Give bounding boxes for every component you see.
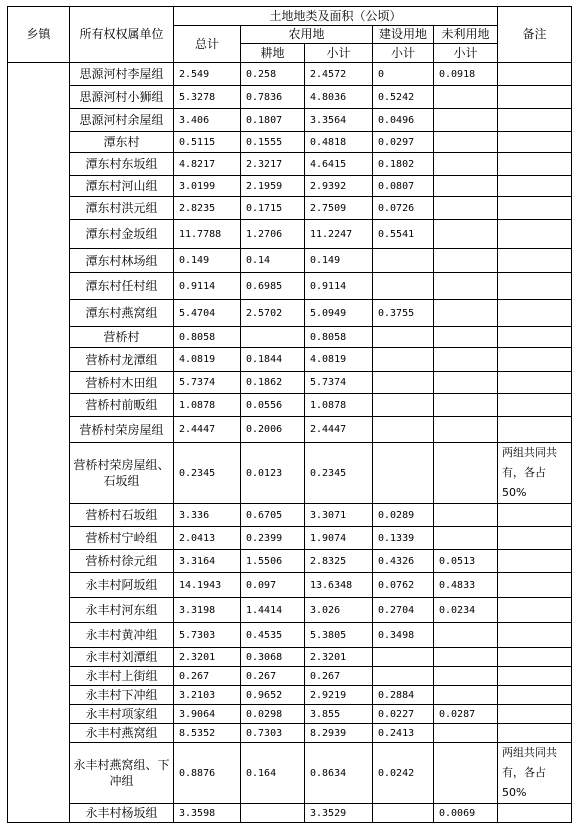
construction-cell: 0.1802	[373, 153, 434, 176]
unused-cell	[434, 153, 498, 176]
total-cell: 0.5115	[174, 132, 241, 153]
construction-cell: 0	[373, 63, 434, 86]
construction-cell: 0.5541	[373, 220, 434, 249]
total-cell: 0.8058	[174, 327, 241, 348]
owner-unit-cell: 营桥村徐元组	[70, 550, 174, 573]
construction-cell	[373, 667, 434, 686]
cultivated-cell: 0.0123	[241, 443, 305, 504]
unused-cell: 0.0287	[434, 705, 498, 724]
table-row	[8, 443, 572, 504]
table-row	[8, 724, 572, 743]
agri-subtotal-cell: 2.3201	[305, 648, 373, 667]
construction-cell: 0.3755	[373, 300, 434, 327]
table-row	[8, 372, 572, 394]
township-cell	[8, 63, 70, 823]
header-construction: 建设用地	[373, 26, 434, 44]
construction-cell: 0.0762	[373, 573, 434, 598]
agri-subtotal-cell: 4.0819	[305, 348, 373, 372]
cultivated-cell: 0.7303	[241, 724, 305, 743]
header-township: 乡镇	[8, 7, 70, 63]
table-row	[8, 176, 572, 197]
owner-unit-cell: 潭东村任村组	[70, 273, 174, 300]
total-cell: 1.0878	[174, 394, 241, 417]
table-row	[8, 550, 572, 573]
agri-subtotal-cell: 2.4572	[305, 63, 373, 86]
unused-cell	[434, 348, 498, 372]
unused-cell	[434, 504, 498, 527]
table-row	[8, 197, 572, 220]
owner-unit-cell: 营桥村	[70, 327, 174, 348]
construction-cell: 0.5242	[373, 86, 434, 109]
agri-subtotal-cell: 4.8036	[305, 86, 373, 109]
construction-cell: 0.0227	[373, 705, 434, 724]
unused-cell	[434, 220, 498, 249]
construction-cell: 0.0726	[373, 197, 434, 220]
total-cell: 0.8876	[174, 743, 241, 804]
total-cell: 4.8217	[174, 153, 241, 176]
cultivated-cell: 0.164	[241, 743, 305, 804]
total-cell: 3.0199	[174, 176, 241, 197]
total-cell: 2.8235	[174, 197, 241, 220]
remarks-cell	[498, 648, 572, 667]
owner-unit-cell: 永丰村杨坂组	[70, 804, 174, 823]
unused-cell	[434, 623, 498, 648]
cultivated-cell: 0.7836	[241, 86, 305, 109]
agri-subtotal-cell: 5.0949	[305, 300, 373, 327]
cultivated-cell: 0.1862	[241, 372, 305, 394]
total-cell: 4.0819	[174, 348, 241, 372]
remarks-cell	[498, 109, 572, 132]
remarks-cell	[498, 705, 572, 724]
remarks-cell	[498, 220, 572, 249]
owner-unit-cell: 永丰村燕窝组、下冲组	[70, 743, 174, 804]
cultivated-cell: 0.267	[241, 667, 305, 686]
unused-cell	[434, 249, 498, 273]
total-cell: 3.3598	[174, 804, 241, 823]
construction-cell: 0.2704	[373, 598, 434, 623]
remarks-cell	[498, 372, 572, 394]
table-row	[8, 394, 572, 417]
table-row	[8, 109, 572, 132]
construction-cell	[373, 443, 434, 504]
owner-unit-cell: 潭东村洪元组	[70, 197, 174, 220]
remarks-cell	[498, 504, 572, 527]
owner-unit-cell: 永丰村下冲组	[70, 686, 174, 705]
remarks-cell: 两组共同共有，各占 50%	[498, 743, 572, 804]
agri-subtotal-cell: 2.8325	[305, 550, 373, 573]
agri-subtotal-cell: 3.026	[305, 598, 373, 623]
owner-unit-cell: 潭东村燕窝组	[70, 300, 174, 327]
agri-subtotal-cell: 11.2247	[305, 220, 373, 249]
table-row	[8, 132, 572, 153]
table-row	[8, 667, 572, 686]
remarks-cell	[498, 348, 572, 372]
remarks-cell	[498, 153, 572, 176]
total-cell: 3.9064	[174, 705, 241, 724]
total-cell: 0.267	[174, 667, 241, 686]
table-row	[8, 86, 572, 109]
owner-unit-cell: 营桥村石坂组	[70, 504, 174, 527]
agri-subtotal-cell: 0.149	[305, 249, 373, 273]
agri-subtotal-cell: 0.4818	[305, 132, 373, 153]
unused-cell	[434, 300, 498, 327]
agri-subtotal-cell: 2.4447	[305, 417, 373, 443]
table-row	[8, 63, 572, 86]
table-row	[8, 249, 572, 273]
cultivated-cell	[241, 327, 305, 348]
table-row	[8, 348, 572, 372]
table-row	[8, 417, 572, 443]
remarks-cell	[498, 300, 572, 327]
construction-cell	[373, 327, 434, 348]
construction-cell	[373, 273, 434, 300]
cultivated-cell: 0.1555	[241, 132, 305, 153]
remarks-cell	[498, 724, 572, 743]
owner-unit-cell: 永丰村项家组	[70, 705, 174, 724]
agri-subtotal-cell: 1.0878	[305, 394, 373, 417]
cultivated-cell: 1.2706	[241, 220, 305, 249]
construction-cell: 0.0242	[373, 743, 434, 804]
remarks-cell	[498, 176, 572, 197]
total-cell: 0.9114	[174, 273, 241, 300]
cultivated-cell: 2.5702	[241, 300, 305, 327]
remarks-cell	[498, 804, 572, 823]
remarks-cell	[498, 686, 572, 705]
unused-cell	[434, 372, 498, 394]
remarks-cell	[498, 132, 572, 153]
agri-subtotal-cell: 0.8058	[305, 327, 373, 348]
owner-unit-cell: 永丰村刘潭组	[70, 648, 174, 667]
cultivated-cell: 0.2399	[241, 527, 305, 550]
agri-subtotal-cell: 3.3529	[305, 804, 373, 823]
remarks-cell	[498, 327, 572, 348]
table-row	[8, 705, 572, 724]
unused-cell: 0.4833	[434, 573, 498, 598]
unused-cell	[434, 648, 498, 667]
cultivated-cell: 0.1844	[241, 348, 305, 372]
total-cell: 2.549	[174, 63, 241, 86]
agri-subtotal-cell: 4.6415	[305, 153, 373, 176]
construction-cell: 0.0297	[373, 132, 434, 153]
total-cell: 3.3198	[174, 598, 241, 623]
remarks-cell	[498, 394, 572, 417]
table-row	[8, 153, 572, 176]
owner-unit-cell: 营桥村宁岭组	[70, 527, 174, 550]
table-row	[8, 598, 572, 623]
unused-cell	[434, 667, 498, 686]
owner-unit-cell: 潭东村东坂组	[70, 153, 174, 176]
total-cell: 5.7374	[174, 372, 241, 394]
unused-cell	[434, 132, 498, 153]
owner-unit-cell: 思源河村李屋组	[70, 63, 174, 86]
total-cell: 2.4447	[174, 417, 241, 443]
total-cell: 0.149	[174, 249, 241, 273]
unused-cell	[434, 527, 498, 550]
cultivated-cell: 0.0298	[241, 705, 305, 724]
agri-subtotal-cell: 0.8634	[305, 743, 373, 804]
table-row	[8, 648, 572, 667]
remarks-cell	[498, 527, 572, 550]
unused-cell: 0.0234	[434, 598, 498, 623]
owner-unit-cell: 营桥村荣房屋组	[70, 417, 174, 443]
construction-cell: 0.4326	[373, 550, 434, 573]
agri-subtotal-cell: 2.9219	[305, 686, 373, 705]
unused-cell	[434, 686, 498, 705]
agri-subtotal-cell: 3.3564	[305, 109, 373, 132]
construction-cell	[373, 648, 434, 667]
owner-unit-cell: 营桥村木田组	[70, 372, 174, 394]
cultivated-cell: 0.1715	[241, 197, 305, 220]
agri-subtotal-cell: 5.3805	[305, 623, 373, 648]
construction-cell	[373, 804, 434, 823]
cultivated-cell: 2.3217	[241, 153, 305, 176]
unused-cell	[434, 443, 498, 504]
remarks-cell: 两组共同共有，各占 50%	[498, 443, 572, 504]
header-land-category-area: 土地地类及面积（公顷）	[174, 7, 498, 26]
header-construction-subtotal: 小计	[373, 44, 434, 63]
agri-subtotal-cell: 0.9114	[305, 273, 373, 300]
header-unused: 未利用地	[434, 26, 498, 44]
total-cell: 14.1943	[174, 573, 241, 598]
remarks-cell	[498, 273, 572, 300]
table-row	[8, 804, 572, 823]
agri-subtotal-cell: 3.855	[305, 705, 373, 724]
header-remarks: 备注	[498, 7, 572, 63]
table-row	[8, 527, 572, 550]
table-row	[8, 743, 572, 804]
remarks-cell	[498, 63, 572, 86]
cultivated-cell: 0.6705	[241, 504, 305, 527]
agri-subtotal-cell: 0.267	[305, 667, 373, 686]
remarks-cell	[498, 417, 572, 443]
unused-cell: 0.0513	[434, 550, 498, 573]
remarks-cell	[498, 598, 572, 623]
total-cell: 5.3278	[174, 86, 241, 109]
table-row	[8, 273, 572, 300]
owner-unit-cell: 营桥村荣房屋组、石坂组	[70, 443, 174, 504]
total-cell: 11.7788	[174, 220, 241, 249]
cultivated-cell	[241, 804, 305, 823]
owner-unit-cell: 潭东村河山组	[70, 176, 174, 197]
construction-cell: 0.3498	[373, 623, 434, 648]
unused-cell	[434, 743, 498, 804]
owner-unit-cell: 潭东村林场组	[70, 249, 174, 273]
total-cell: 3.3164	[174, 550, 241, 573]
agri-subtotal-cell: 13.6348	[305, 573, 373, 598]
table-row	[8, 686, 572, 705]
owner-unit-cell: 永丰村阿坂组	[70, 573, 174, 598]
cultivated-cell: 0.3068	[241, 648, 305, 667]
remarks-cell	[498, 249, 572, 273]
owner-unit-cell: 潭东村金坂组	[70, 220, 174, 249]
owner-unit-cell: 永丰村上街组	[70, 667, 174, 686]
unused-cell	[434, 394, 498, 417]
cultivated-cell: 2.1959	[241, 176, 305, 197]
unused-cell	[434, 327, 498, 348]
remarks-cell	[498, 550, 572, 573]
construction-cell: 0.0496	[373, 109, 434, 132]
cultivated-cell: 0.0556	[241, 394, 305, 417]
construction-cell: 0.0807	[373, 176, 434, 197]
owner-unit-cell: 永丰村燕窝组	[70, 724, 174, 743]
unused-cell	[434, 86, 498, 109]
total-cell: 3.336	[174, 504, 241, 527]
construction-cell	[373, 348, 434, 372]
header-total: 总计	[174, 26, 241, 63]
remarks-cell	[498, 623, 572, 648]
header-owner-unit: 所有权权属单位	[70, 7, 174, 63]
owner-unit-cell: 思源河村余屋组	[70, 109, 174, 132]
construction-cell	[373, 417, 434, 443]
total-cell: 5.4704	[174, 300, 241, 327]
header-cultivated: 耕地	[241, 44, 305, 63]
table-body	[8, 63, 572, 823]
agri-subtotal-cell: 5.7374	[305, 372, 373, 394]
total-cell: 3.406	[174, 109, 241, 132]
land-area-table	[7, 6, 572, 823]
table-row	[8, 220, 572, 249]
total-cell: 3.2103	[174, 686, 241, 705]
cultivated-cell: 0.097	[241, 573, 305, 598]
construction-cell: 0.1339	[373, 527, 434, 550]
cultivated-cell: 0.258	[241, 63, 305, 86]
construction-cell: 0.2884	[373, 686, 434, 705]
agri-subtotal-cell: 0.2345	[305, 443, 373, 504]
agri-subtotal-cell: 1.9074	[305, 527, 373, 550]
remarks-cell	[498, 197, 572, 220]
construction-cell	[373, 394, 434, 417]
unused-cell: 0.0069	[434, 804, 498, 823]
total-cell: 5.7303	[174, 623, 241, 648]
unused-cell	[434, 273, 498, 300]
cultivated-cell: 0.2006	[241, 417, 305, 443]
total-cell: 8.5352	[174, 724, 241, 743]
table-row	[8, 573, 572, 598]
total-cell: 2.3201	[174, 648, 241, 667]
agri-subtotal-cell: 8.2939	[305, 724, 373, 743]
owner-unit-cell: 永丰村黄冲组	[70, 623, 174, 648]
total-cell: 0.2345	[174, 443, 241, 504]
agri-subtotal-cell: 2.9392	[305, 176, 373, 197]
remarks-cell	[498, 667, 572, 686]
unused-cell	[434, 417, 498, 443]
unused-cell	[434, 724, 498, 743]
owner-unit-cell: 永丰村河东组	[70, 598, 174, 623]
construction-cell: 0.0289	[373, 504, 434, 527]
agri-subtotal-cell: 2.7509	[305, 197, 373, 220]
table-row	[8, 623, 572, 648]
table-row	[8, 300, 572, 327]
table-row	[8, 504, 572, 527]
unused-cell	[434, 197, 498, 220]
cultivated-cell: 1.5506	[241, 550, 305, 573]
header-unused-subtotal: 小计	[434, 44, 498, 63]
cultivated-cell: 0.14	[241, 249, 305, 273]
agri-subtotal-cell: 3.3071	[305, 504, 373, 527]
construction-cell: 0.2413	[373, 724, 434, 743]
header-agri-subtotal: 小计	[305, 44, 373, 63]
cultivated-cell: 0.4535	[241, 623, 305, 648]
owner-unit-cell: 营桥村龙潭组	[70, 348, 174, 372]
cultivated-cell: 0.1807	[241, 109, 305, 132]
unused-cell	[434, 109, 498, 132]
construction-cell	[373, 249, 434, 273]
cultivated-cell: 1.4414	[241, 598, 305, 623]
cultivated-cell: 0.6985	[241, 273, 305, 300]
construction-cell	[373, 372, 434, 394]
remarks-cell	[498, 573, 572, 598]
owner-unit-cell: 思源河村小狮组	[70, 86, 174, 109]
owner-unit-cell: 营桥村前畈组	[70, 394, 174, 417]
cultivated-cell: 0.9652	[241, 686, 305, 705]
table-row	[8, 327, 572, 348]
remarks-cell	[498, 86, 572, 109]
owner-unit-cell: 潭东村	[70, 132, 174, 153]
total-cell: 2.0413	[174, 527, 241, 550]
unused-cell: 0.0918	[434, 63, 498, 86]
header-agricultural: 农用地	[241, 26, 373, 44]
unused-cell	[434, 176, 498, 197]
